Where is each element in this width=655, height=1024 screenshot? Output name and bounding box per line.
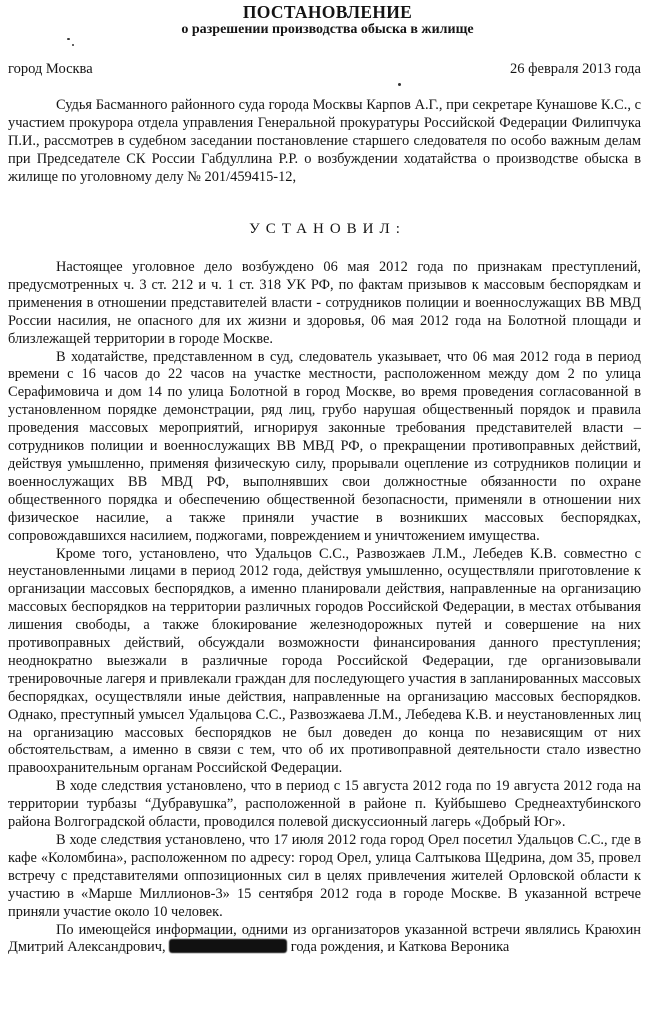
document-date: 26 февраля 2013 года [509, 61, 641, 77]
body-paragraph: Настоящее уголовное дело возбуждено 06 мая 2012 года по признакам преступлений, предусмотренных ч. 3 ст. 212 и ч. 1 ст. 318 УК РФ, по фактам призывов к массовым беспорядкам и применения в отношении представителей власти - сотрудников полиции и военнослужащих ВВ МВД России насилия, не опасного для их жизни и здоровья, 06 мая 2012 года на Болотной площади и близлежащей территории в городе Москве. [8, 259, 641, 347]
body-paragraph: Кроме того, установлено, что Удальцов С.С., Развозжаев Л.М., Лебедев К.В. совместно с неустановленными лицами в период 2012 года, действуя умышленно, осуществляли приготовление к организации массовых беспорядков, а именно планировали действия, направленные на организацию массовых беспорядков на территории различных городов Российской Федерации, в местах отбывания лишения свободы, а также блокирование железнодорожных путей и совершение на них противоправных действий, обсуждали возможности финансирования данного преступления; неоднократно выезжали в различные города Российской Федерации, где организовывали тренировочные лагеря и привлекали граждан для последующего участия в запланированных массовых беспорядках, осуществляли иные действия, направленные на организацию массовых беспорядков. Однако, преступный умысел Удальцова С.С., Развозжаева Л.М., Лебедева К.В. и неустановленных лиц на организацию массовых беспорядков не был доведен до конца по независящим от них обстоятельствам, а именно в связи с тем, что об их противоправной деятельности стало известно правоохранительным органам Российской Федерации. [8, 545, 641, 777]
intro-paragraph: Судья Басманного районного суда города Москвы Карпов А.Г., при секретаре Кунашове К.С., с участием прокурора отдела управления Генеральной прокуратуры Российской Федерации Филипчука П.И., рассмотрев в судебном заседании постановление старшего следователя по особо важным делам при Председателе СК России Габдуллина Р.Р. о возбуждении ходатайства о производстве обыска в жилище по уголовному делу № 201/459415-12, [8, 97, 641, 185]
ink-speck [72, 44, 74, 46]
body-paragraph: В ходе следствия установлено, что 17 июля 2012 года город Орел посетил Удальцов С.С., где в кафе «Коломбина», расположенном по адресу: город Орел, улица Салтыкова Щедрина, дом 35, провел встречу с представителями оппозиционных сил в целях привлечения жителей Орловской области к участию в «Марше Миллионов-3» 15 сентября 2012 года в городе Москве. В указанной встрече приняли участие около 10 человек. [8, 832, 641, 920]
body-paragraph: В ходатайстве, представленном в суд, следователь указывает, что 06 мая 2012 года в период времени с 16 часов до 22 часов на участке местности, расположенном между дом 2 по улица Серафимовича и дом 14 по улица Болотной в город Москве, во время проведения согласованной в установленном порядке демонстрации, ряд лиц, грубо нарушая общественный порядок и правила проведения массовых мероприятий, игнорируя законные требования представителей власти – сотрудников полиции и военнослужащих ВВ МВД РФ, о прекращении противоправных действий, действуя умышленно, применяя физическую силу, прорывали оцепление из сотрудников полиции и военнослужащих ВВ МВД РФ, выполнявших свои должностные обязанности по охране общественного порядка и обеспечению общественной безопасности, применяли в отношении них физическое насилие, а также приняли участие в возникших массовых беспорядках, сопровождавшихся насилием, поджогами, повреждением и уничтожением имущества. [8, 348, 641, 544]
body-block [8, 259, 641, 957]
last-text-after: года рождения, и Каткова Вероника [290, 939, 510, 956]
intro-block [8, 97, 641, 187]
last-text-before: По имеющейся информации, одними из организаторов указанной встречи являлись Краюхин Дмитрий Александрович, [8, 921, 641, 956]
body-paragraph: В ходе следствия установлено, что в период с 15 августа 2012 года по 19 августа 2012 года на территории турбазы “Дубравушка”, расположенной в районе п. Куйбышево Среднеахтубинского района Волгоградской области, проводился полевой дискуссионный лагерь «Добрый Юг». [8, 778, 641, 831]
redaction-mark [169, 939, 287, 953]
section-heading: УСТАНОВИЛ: [249, 221, 406, 237]
document-title: ПОСТАНОВЛЕНИЕ [242, 2, 413, 22]
body-paragraph-last [8, 922, 641, 958]
document-place: город Москва [8, 61, 93, 77]
ink-speck [67, 38, 70, 40]
ink-speck [398, 83, 401, 86]
document-subtitle: о разрешении производства обыска в жилище [181, 22, 474, 37]
